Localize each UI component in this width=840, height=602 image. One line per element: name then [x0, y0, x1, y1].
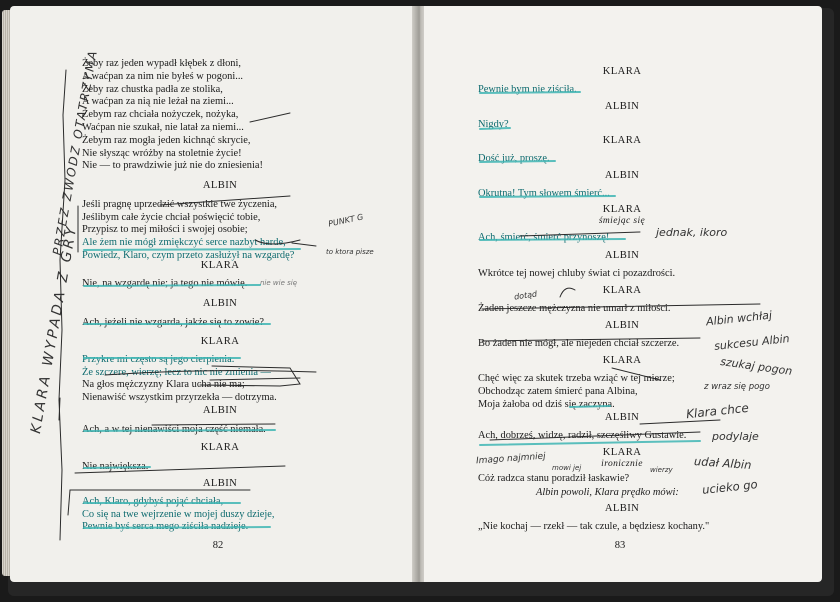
verse-line: Ach, Klaro, gdybyś pojąć chciała,	[82, 496, 224, 507]
stage-direction: Albin powoli, Klara prędko mówi:	[536, 487, 679, 498]
verse-line: A waćpan za nim nie byłeś w pogoni...	[82, 70, 244, 82]
verse-line: Jeśli pragnę uprzedzić wszystkie twe życzenia,	[82, 199, 278, 210]
stage-direction: ironicznie	[601, 459, 643, 469]
page-number: 83	[614, 540, 626, 551]
verse-line: Żeby raz chustka padła ze stolika,	[82, 83, 223, 95]
verse-line: Ale żem nie mógł zmiękczyć serce nazbyt harde,	[82, 237, 286, 249]
verse-line: Powiedz, Klaro, czym przeto zasłużył na wzgardę?	[82, 249, 295, 261]
page-edges	[2, 10, 10, 576]
albin-line: Okrutna! Tym słowem śmierć...	[478, 188, 610, 199]
verse-line: Moja żałoba od dziś się zaczyna.	[478, 398, 615, 410]
albin-line: Nigdy?	[478, 119, 509, 130]
speaker-label: KLARA	[602, 135, 642, 146]
klara-line: Nie, na wzgardę nie; ja tego nie mówię.	[82, 278, 248, 289]
margin-note: wierzy	[650, 466, 673, 474]
verse-line: Jeślibym całe życie chciał poświęcić tobie,	[82, 211, 261, 223]
speaker-label: ALBIN	[202, 180, 238, 191]
verse-line: Na głos mężczyzny Klara ucha nie ma;	[82, 379, 245, 391]
verse-line: Waćpan nie szukał, nie latał za niemi...	[82, 122, 244, 133]
albin-line: „Nie kochaj — rzekł — tak czule, a będziesz kochany."	[478, 521, 710, 532]
margin-note: to ktora pisze	[326, 248, 374, 256]
klara-line: Nie największa.	[82, 461, 149, 472]
verse-line: Żebym raz chciała nożyczek, nożyka,	[82, 109, 239, 121]
klara-line: Ach, śmierć, śmierć przynoszę!	[478, 232, 610, 243]
speaker-label: KLARA	[602, 66, 642, 77]
speaker-label: KLARA	[602, 285, 642, 296]
right-page	[424, 6, 822, 582]
margin-note-vertical: KLARA WYPADA Z GRY	[28, 223, 81, 435]
margin-note: szukaj pogon	[719, 355, 794, 378]
stage-direction: śmiejąc się	[598, 216, 646, 226]
margin-note: ucieko go	[701, 477, 759, 497]
speaker-label: KLARA	[602, 447, 642, 458]
margin-note-vertical: PRZEZ ZWODZ OTATRZYMA	[50, 48, 101, 257]
speaker-label: KLARA	[602, 204, 642, 215]
verse-line: Pewnie byś serca mego ziściła nadzieje.	[82, 521, 249, 533]
albin-line: Wkrótce tej nowej chluby świat ci pozazdrości.	[478, 268, 676, 279]
speaker-label: ALBIN	[604, 250, 640, 261]
margin-note: mowi jej	[552, 464, 582, 472]
speaker-label: KLARA	[200, 260, 240, 271]
verse-line: Nienawiść wszystkim przyrzekła — dotrzyma.	[82, 391, 277, 403]
verse-line: A waćpan za nią nie leżał na ziemi...	[82, 96, 234, 108]
albin-line: Ach, jeżeli nie wzgarda, jakże się to zowie?	[82, 317, 265, 328]
speaker-label: ALBIN	[604, 412, 640, 423]
speaker-label: KLARA	[200, 442, 240, 453]
left-page	[10, 6, 416, 582]
klara-line: Żaden jeszcze mężczyzna nie umarł z miłości.	[478, 303, 671, 314]
albin-line: Ach, dobrześ, widzę, radził, szczęśliwy Gustawie.	[478, 430, 687, 441]
speaker-label: ALBIN	[604, 320, 640, 331]
margin-note: z wraz się pogo	[704, 382, 770, 392]
albin-line: Ach, a w tej nienawiści moja część niemała.	[82, 424, 266, 435]
margin-note: Imago najmniej	[475, 451, 547, 467]
speaker-label: ALBIN	[202, 405, 238, 416]
verse-line: Obchodząc zatem śmierć pana Albina,	[478, 385, 638, 397]
verse-line: Nie słysząc wróżby na stoletnie życie!	[82, 147, 242, 159]
verse-line: Co się na twe wejrzenie w mojej duszy dzieje,	[82, 508, 275, 520]
klara-line: Pewnie bym nie ziściła.	[478, 84, 577, 95]
verse-line: Przypisz to mej miłości i swojej osobie;	[82, 224, 248, 236]
verse-line: Przykre mi często są jego cierpienia.	[82, 354, 235, 365]
margin-note: Albin wchłaj	[705, 308, 773, 329]
speaker-label: ALBIN	[604, 101, 640, 112]
verse-line: Żebym raz mogła jeden kichnąć skrycie,	[82, 134, 251, 146]
verse-line: Żeby raz jeden wypadł kłębek z dłoni,	[82, 58, 241, 69]
albin-line: Bo żaden nie mógł, ale niejeden chciał szczerze.	[478, 338, 680, 349]
speaker-label: ALBIN	[604, 503, 640, 514]
verse-line: Chęć więc za skutek trzeba wziąć w tej mierze;	[478, 373, 675, 384]
margin-note: nie wie się	[260, 279, 298, 287]
speaker-label: ALBIN	[202, 298, 238, 309]
speaker-label: KLARA	[602, 355, 642, 366]
verse-line: Nie — to prawdziwie już nie do zniesienia!	[82, 160, 263, 172]
margin-note: Klara chce	[685, 400, 750, 422]
handwritten-insertion: dotąd	[513, 289, 538, 302]
verse-line: Że szczere, wierzę; lecz to nic nie zmienia —	[82, 366, 271, 378]
page-number: 82	[212, 540, 224, 551]
klara-line: Cóż radzca stanu poradził łaskawie?	[478, 473, 630, 484]
margin-note: podylaje	[712, 430, 759, 443]
margin-note: sukcesu Albin	[713, 332, 791, 353]
margin-note: udał Albin	[693, 454, 752, 472]
klara-line: Dość już, proszę.	[478, 153, 550, 164]
margin-note: jednak, ikoro	[656, 226, 728, 239]
speaker-label: KLARA	[200, 336, 240, 347]
speaker-label: ALBIN	[202, 478, 238, 489]
speaker-label: ALBIN	[604, 170, 640, 181]
margin-note: PUNKT G	[327, 212, 365, 229]
